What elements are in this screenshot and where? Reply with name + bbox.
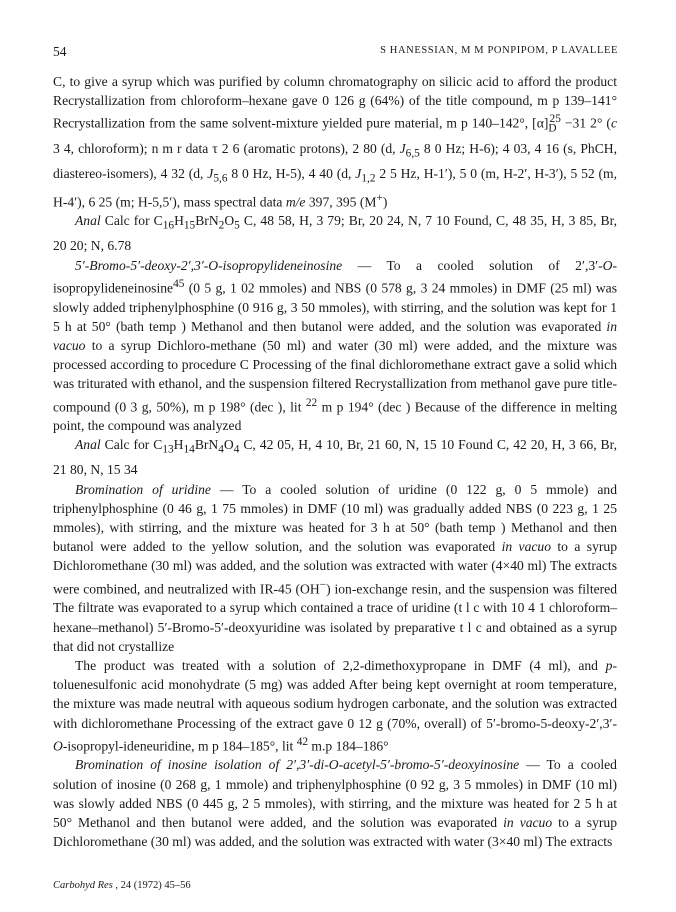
article-body: [53, 72, 617, 852]
text-run: 3 4, chloroform); n m r data τ 2 6 (aromatic protons), 2 80 (d,: [53, 140, 400, 156]
italic-text: O: [53, 738, 63, 754]
page-number: 54: [53, 44, 67, 59]
text-run: Calc for C: [100, 437, 163, 453]
paragraph-2: [53, 211, 617, 255]
text-run: -isopropyl-ideneuridine, m p 184–185°, lit: [62, 738, 297, 754]
superscript: −: [319, 578, 327, 591]
superscript: 25: [549, 113, 561, 126]
paragraph-6: [53, 656, 617, 756]
text-run: Calc for C: [100, 213, 163, 229]
text-run: O: [224, 213, 235, 229]
text-run: to a syrup Dichloromethane (30 ml) was added, and the solution was extracted with water (4×40 ml) The extracts were combined, and neutralized with IR-45 (OH: [53, 539, 617, 597]
italic-text: p: [605, 657, 613, 673]
journal-name: Carbohyd Res: [53, 880, 116, 891]
paragraph-4: [53, 435, 617, 479]
text-run: C, to give a syrup which was purified by column chromatography on silicic acid to afford the product Recrystallization from chloroform–hexane gave 0 126 g (64%) of the title compound, m p 139–141° Recrystallization from the same solvent-mixture yielded pure material, m p 140–142°, [α]: [53, 74, 617, 131]
page-header: [53, 44, 618, 62]
subscript: D: [548, 122, 557, 135]
italic-text: Anal: [75, 213, 101, 229]
italic-text: c: [610, 115, 617, 131]
journal-citation: , 24 (1972) 45–56: [115, 880, 191, 891]
superscript: +: [376, 191, 383, 204]
page-footer: [53, 880, 191, 891]
text-run: O: [223, 437, 234, 453]
text-run: BrN: [195, 213, 219, 229]
running-title: S HANESSIAN, M M PONPIPOM, P LAVALLEE: [380, 45, 618, 56]
subscript: 15: [183, 220, 196, 233]
text-run: C, 48 58, H, 3 79; Br, 20 24, N, 7 10 Found, C, 48 35, H, 3 85, Br, 20 20; N, 6.78: [53, 213, 617, 254]
italic-text: in vacuo: [53, 318, 617, 353]
superscript: 42: [296, 735, 309, 748]
text-run: 2 5 Hz, H-1′), 5 0 (m, H-2′, H-3′), 5 52 (m, H-4′), 6 25 (m; H-5,5′), mass spectral data: [53, 165, 618, 210]
subscript: 4: [218, 444, 224, 457]
subscript: 2: [218, 220, 225, 233]
paragraph-7: [53, 755, 617, 851]
text-run: (0 5 g, 1 02 mmoles) and NBS (0 578 g, 3 24 mmoles) in DMF (25 ml) was slowly added triphenylphosphine (0 916 g, 3 50 mmoles), with stirring, and the solution was kept for 1 5 h at 50° (bath temp ) Methanol and then butanol were added, and the solution was evaporated: [53, 280, 617, 334]
section-heading: Bromination of inosine isolation of 2′,3′-di-O-acetyl-5′-bromo-5′-deoxyinosine: [75, 757, 520, 773]
text-run: −31 2° (: [560, 115, 611, 131]
subscript: 16: [162, 220, 175, 233]
paragraph-1: [53, 72, 617, 211]
italic-text: Anal: [75, 437, 101, 453]
subscript: 5: [234, 220, 240, 233]
text-run: -isopropylideneinosine: [53, 257, 617, 296]
superscript: 22: [305, 396, 318, 409]
text-run: BrN: [194, 437, 219, 453]
italic-text: J: [355, 165, 362, 181]
text-run: H: [173, 437, 184, 453]
text-run: — To a cooled solution of inosine (0 268 g, 1 mmole) and triphenylphosphine (0 92 g, 3 5 mmoles) in DMF (10 ml) was slowly added NBS (0 445 g, 2 5 mmoles), with stirring, and the mixture was heated for 2 5 h at 50° Methanol and then butanol were added, and the solution was evaporated: [53, 757, 617, 831]
italic-text: m/e: [285, 194, 306, 210]
text-run: C, 42 05, H, 4 10, Br, 21 60, N, 15 10 Found C, 42 20, H, 3 66, Br, 21 80, N, 15 34: [53, 437, 617, 478]
italic-text: in vacuo: [503, 815, 553, 831]
superscript: 45: [173, 277, 185, 290]
text-run: ): [382, 194, 388, 210]
paragraph-5: [53, 480, 617, 656]
subscript: 4: [233, 444, 240, 457]
italic-text: J: [207, 165, 214, 181]
text-run: m.p 184–186°: [308, 738, 389, 754]
subscript: 6,5: [405, 147, 420, 160]
section-heading: Bromination of uridine: [75, 481, 211, 497]
italic-text: O: [602, 257, 613, 273]
text-run: The product was treated with a solution of 2,2-dimethoxypropane in DMF (4 ml), and: [75, 657, 606, 673]
text-run: to a syrup Dichloro-methane (50 ml) and water (30 ml) were added, and the mixture was processed according to procedure C Processing of the final dichloromethane extract gave a solid which was triturated with ethanol, and the suspension filtered Recrystallization from methanol gave pure title-compound (0 3 g, 50%), m p 198° (dec ), lit: [53, 337, 617, 415]
text-run: H: [174, 213, 184, 229]
subscript: 13: [162, 444, 174, 457]
text-run: -toluenesulfonic acid monohydrate (5 mg) was added After being kept overnight at room temperature, the mixture was made neutral with aqueous sodium hydrogen carbonate, and the solution was extracted with dichloromethane Processing of the extract gave 0 12 g (70%, overall) of 5′-bromo-5-deoxy-2′,3′-: [53, 657, 617, 731]
text-run: to a syrup Dichloromethane (30 ml) was added, and the solution was extracted with water (3×40 ml) The extracts: [53, 815, 617, 850]
text-run: — To a cooled solution of 2′,3′-: [342, 257, 603, 273]
text-run: 8 0 Hz, H-5), 4 40 (d,: [227, 165, 356, 181]
paragraph-3: [53, 256, 617, 436]
text-run: ) ion-exchange resin, and the suspension was filtered The filtrate was evaporated to a syrup which contained a trace of uridine (t l c with 10 4 1 chloroform–hexane–methanol) 5′-Bromo-5′-deoxyuridine was isolated by preparative t l c and obtained as a syrup that did not crystallize: [53, 581, 617, 654]
text-run: — To a cooled solution of uridine (0 122 g, 0 5 mmole) and triphenylphosphine (0 46 g, 1 75 mmoles) in DMF (10 ml) was gradually added NBS (0 223 g, 1 25 mmoles), with stirring, and the mixture was heated for 3 h at 50° (bath temp ) Methanol and then butanol were added to the yellow solution, and the solution was evaporated: [53, 481, 617, 555]
italic-text: J: [399, 140, 406, 156]
subscript: 1,2: [361, 172, 376, 185]
italic-text: in vacuo: [501, 539, 551, 555]
subscript: 14: [183, 444, 195, 457]
text-run: 8 0 Hz; H-6); 4 03, 4 16 (s, PhCH, diastereo-isomers), 4 32 (d,: [53, 140, 617, 181]
text-run: m p 194° (dec ) Because of the difference in melting point, the compound was analyzed: [53, 399, 617, 434]
subscript: 5,6: [213, 172, 228, 185]
section-heading: 5′-Bromo-5′-deoxy-2′,3′-O-isopropylideneinosine: [75, 257, 343, 273]
text-run: 397, 395 (M: [305, 194, 377, 210]
